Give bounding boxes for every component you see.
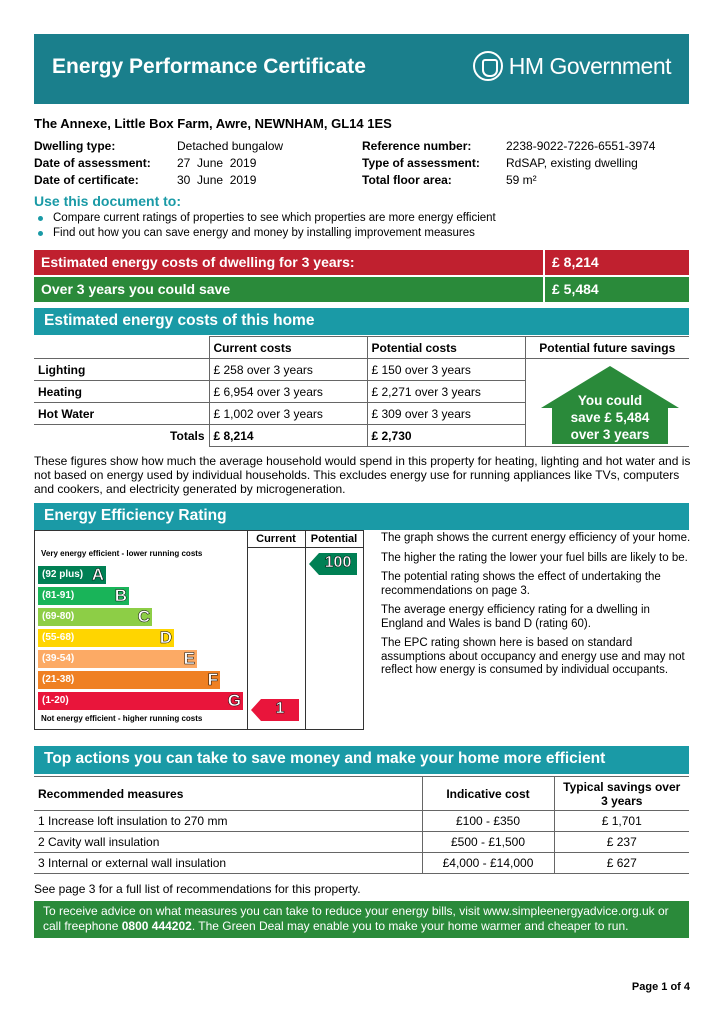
table-row: 1 Increase loft insulation to 270 mm £100 - £350 £ 1,701 (34, 811, 689, 832)
table-row: 2 Cavity wall insulation £500 - £1,500 £ 237 (34, 832, 689, 853)
estimated-cost-label: Estimated energy costs of dwelling for 3 years: (34, 250, 543, 275)
page-title: Energy Performance Certificate (52, 55, 366, 78)
use-document-list (36, 212, 496, 242)
details-right (362, 139, 655, 190)
floor-area-value: 59 m² (506, 173, 537, 187)
band-c: (69-80) C (38, 608, 152, 626)
hm-government-logo (473, 51, 671, 81)
band-g: (1-20) G (38, 692, 243, 710)
list-item: Find out how you can save energy and money by installing improvement measures (36, 227, 496, 242)
col-indicative-cost: Indicative cost (422, 777, 554, 811)
hm-government-text: HM Government (508, 52, 671, 79)
actions-section-title: Top actions you can take to save money and make your home more efficient (34, 746, 689, 774)
band-a: (92 plus) A (38, 566, 106, 584)
band-d: (55-68) D (38, 629, 174, 647)
col-typical-savings: Typical savings over 3 years (554, 777, 689, 811)
property-address: The Annexe, Little Box Farm, Awre, NEWNHAM, GL14 1ES (34, 116, 392, 131)
crest-icon (473, 51, 503, 81)
top-label: Very energy efficient - lower running costs (41, 549, 203, 558)
header-banner (34, 34, 689, 104)
savings-bar (34, 277, 689, 302)
col-recommended-measures: Recommended measures (34, 777, 422, 811)
assessment-date-label: Date of assessment: (34, 156, 151, 170)
certificate-date-label: Date of certificate: (34, 173, 139, 187)
rating-section-title: Energy Efficiency Rating (34, 503, 689, 530)
col-potential-costs: Potential costs (367, 337, 525, 359)
col-future-savings: Potential future savings (525, 337, 689, 359)
savings-label: Over 3 years you could save (34, 277, 543, 302)
totals-row: Totals £ 8,214 £ 2,730 (34, 425, 689, 447)
assessment-date-value: 27 June 2019 (177, 156, 257, 170)
bottom-label: Not energy efficient - higher running costs (41, 714, 203, 723)
reference-number-value: 2238-9022-7226-6551-3974 (506, 139, 656, 153)
table-row: Heating £ 6,954 over 3 years £ 2,271 over 3 years (34, 381, 689, 403)
advice-footer: To receive advice on what measures you can take to reduce your energy bills, visit www.simpleenergyadvice.org.uk or call freephone 0800 444202. The Green Deal may enable you to make your home warmer and cheaper to run. (34, 901, 689, 938)
assessment-type-value: RdSAP, existing dwelling (506, 156, 638, 170)
costs-section-title: Estimated energy costs of this home (34, 308, 689, 335)
page-number: Page 1 of 4 (631, 981, 690, 993)
certificate-date-value: 30 June 2019 (177, 173, 257, 187)
details-left (34, 139, 283, 190)
freephone-number: 0800 444202 (121, 919, 192, 933)
band-b: (81-91) B (38, 587, 129, 605)
table-row: 3 Internal or external wall insulation £4,000 - £14,000 £ 627 (34, 853, 689, 874)
estimated-cost-bar (34, 250, 689, 275)
list-item: Compare current ratings of properties to see which properties are more energy efficient (36, 212, 496, 227)
band-e: (39-54) E (38, 650, 197, 668)
col-current-costs: Current costs (209, 337, 367, 359)
estimated-cost-value: £ 8,214 (545, 250, 689, 275)
band-f: (21-38) F (38, 671, 220, 689)
table-row: Hot Water £ 1,002 over 3 years £ 309 over 3 years (34, 403, 689, 425)
actions-table (34, 776, 689, 874)
rating-explanation: The graph shows the current energy efficiency of your home. The higher the rating the lower your fuel bills are likely to be. The potential rating shows the effect of undertaking the recommendations on page 3. The average energy efficiency rating for a dwelling in England and Wales is band D (rating 60). The EPC rating shown here is based on standard assumptions about occupancy and energy use and may not reflect how energy is consumed by individual occupants. (381, 532, 691, 676)
costs-note: These figures show how much the average household would spend in this property for heating, lighting and hot water and is not based on energy used by individual households. This excludes energy use for running appliances like TVs, computers and cookers, and electricity generated by microgeneration. (34, 454, 691, 496)
col-current: Current (256, 533, 296, 545)
table-row: Lighting £ 258 over 3 years £ 150 over 3 years (34, 359, 689, 381)
reference-number-label: Reference number: (362, 139, 472, 153)
savings-arrow-text: You could save £ 5,484 over 3 years (570, 393, 650, 442)
assessment-type-label: Type of assessment: (362, 156, 480, 170)
potential-rating-value: 100 (324, 554, 352, 571)
col-potential: Potential (310, 533, 358, 545)
dwelling-type-value: Detached bungalow (177, 139, 284, 153)
floor-area-label: Total floor area: (362, 173, 452, 187)
rating-chart (34, 530, 364, 730)
dwelling-type-label: Dwelling type: (34, 139, 116, 153)
current-rating-value: 1 (275, 700, 285, 717)
actions-note: See page 3 for a full list of recommendations for this property. (34, 882, 361, 896)
use-document-title: Use this document to: (34, 193, 182, 209)
savings-value: £ 5,484 (545, 277, 689, 302)
